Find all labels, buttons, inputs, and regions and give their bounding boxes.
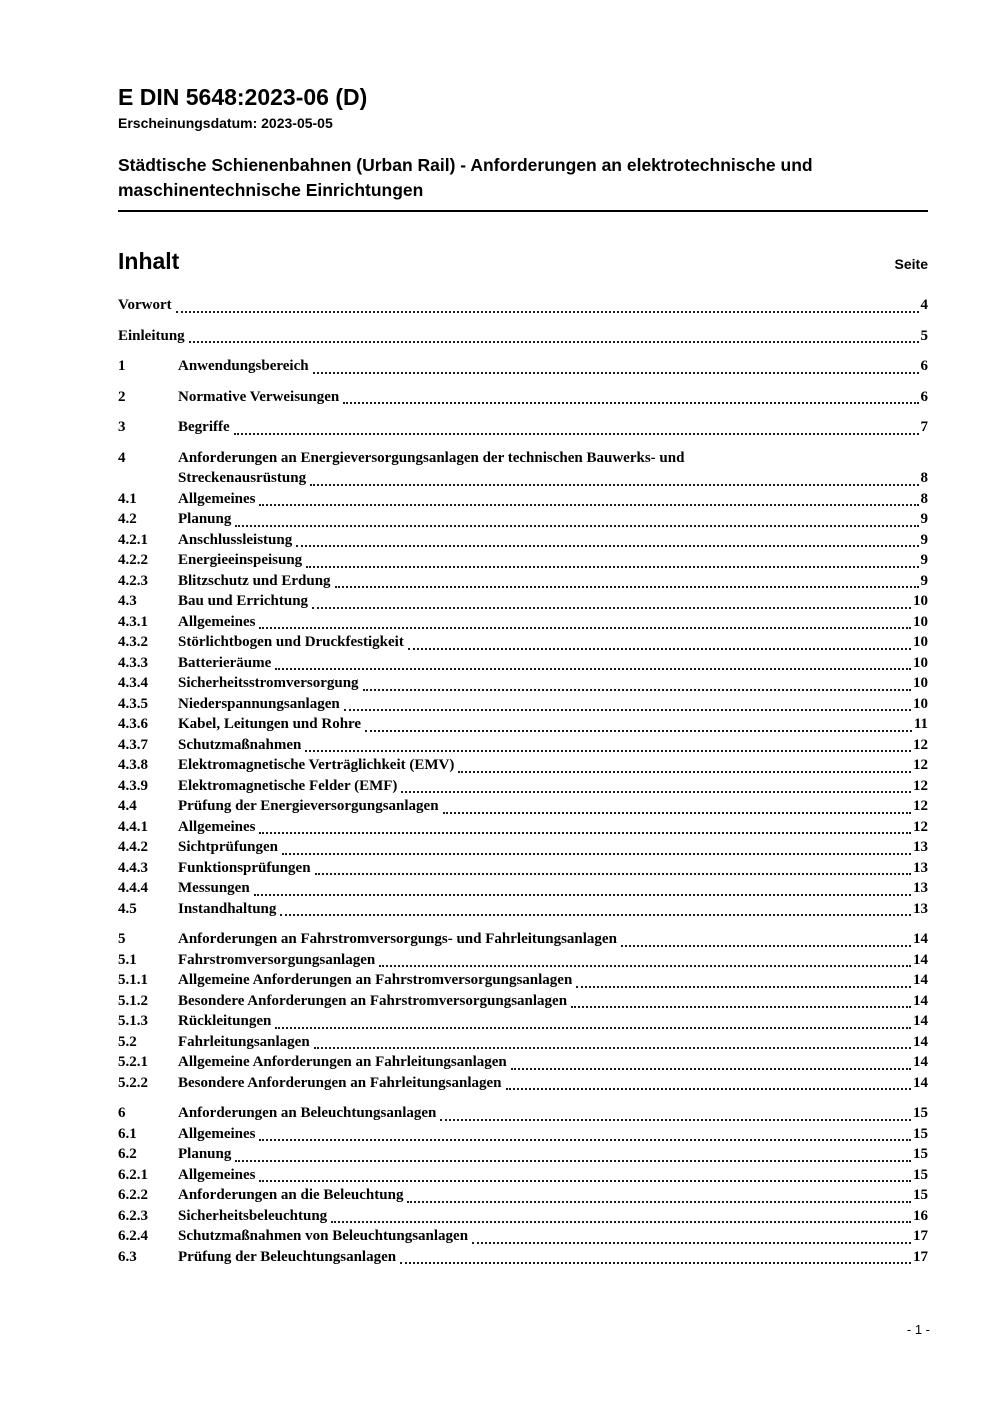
toc-entry-number: 4.3.4 [118, 675, 148, 691]
toc-entry [118, 1247, 928, 1268]
toc-entry [118, 755, 928, 776]
toc-dot-leader [344, 694, 911, 712]
toc-entry-title: Anforderungen an Beleuchtungsanlagen [178, 1105, 437, 1121]
toc-entry-page: 6 [920, 358, 928, 374]
toc-entry-title: Planung [178, 511, 232, 527]
toc-entry-page: 14 [913, 1033, 928, 1050]
toc-entry-page: 15 [913, 1125, 928, 1142]
toc-entry-page: 15 [913, 1105, 928, 1121]
toc-entry-page: 8 [920, 470, 928, 486]
toc-entry-title: Energieeinspeisung [178, 552, 303, 568]
toc-entry-title: Sicherheitsbeleuchtung [178, 1207, 328, 1224]
toc-page-column-label: Seite [894, 256, 928, 272]
toc-entry-title: Instandhaltung [178, 900, 277, 917]
toc-entry [118, 858, 928, 879]
toc-entry-number: 3 [118, 419, 126, 435]
toc-entry-number: 4.4.4 [118, 880, 148, 896]
toc-entry-number: 5.1.1 [118, 972, 148, 988]
toc-entry-page: 14 [913, 1054, 928, 1070]
toc-entry-title: Funktionsprüfungen [178, 859, 311, 876]
toc-entry-title: Fahrleitungsanlagen [178, 1033, 310, 1050]
toc-entry-number: 4.3.6 [118, 716, 148, 732]
toc-entry-title: Bau und Errichtung [178, 593, 309, 609]
toc-entry-page: 13 [913, 900, 928, 917]
toc-entry [118, 817, 928, 838]
toc-entry [118, 1206, 928, 1227]
toc-entry-number: 5 [118, 931, 126, 947]
toc-entry [118, 1165, 928, 1186]
toc-entry-page: 10 [913, 675, 928, 691]
toc-entry-title: Messungen [178, 880, 250, 896]
toc-entry-number: 4.4.3 [118, 859, 148, 876]
toc-entry [118, 673, 928, 694]
toc-entry-number: 6.2.4 [118, 1228, 148, 1244]
toc-entry-title: Streckenausrüstung [178, 470, 307, 486]
toc-entry-title: Störlichtbogen und Druckfestigkeit [178, 634, 404, 650]
toc-entry [118, 735, 928, 756]
toc-entry-page: 9 [920, 531, 928, 548]
page-content [118, 0, 928, 1267]
toc-entry-title: Rückleitungen [178, 1013, 272, 1029]
toc-entry-page: 12 [913, 757, 928, 773]
toc-entry-page: 14 [913, 951, 928, 968]
toc-entry [118, 571, 928, 592]
toc-entry-page: 4 [920, 297, 928, 313]
toc-entry [118, 970, 928, 991]
toc-entry-page: 12 [913, 818, 928, 835]
toc-entry-number: 5.2.2 [118, 1074, 148, 1091]
toc-entry-page: 12 [913, 777, 928, 794]
toc-entry-page: 13 [913, 859, 928, 876]
toc-dot-leader [315, 858, 911, 876]
toc-entry-page: 14 [913, 972, 928, 988]
toc-dot-leader [343, 387, 918, 405]
toc-entry [118, 1103, 928, 1124]
toc-entry-page: 15 [913, 1166, 928, 1183]
toc-entry-page: 12 [913, 736, 928, 753]
toc-entry [118, 694, 928, 715]
toc-dot-leader [335, 571, 919, 589]
toc-entry [118, 326, 928, 347]
toc-entry-title: Prüfung der Energieversorgungsanlagen [178, 798, 439, 814]
toc-entry [118, 612, 928, 633]
toc-dot-leader [280, 899, 911, 917]
toc-entry [118, 1185, 928, 1206]
toc-dot-leader [363, 673, 911, 691]
toc-dot-leader [365, 714, 912, 732]
toc-entry-number: 4.3.5 [118, 695, 148, 712]
toc-entry-number: 4.4.2 [118, 839, 148, 855]
toc-entry-number: 5.1 [118, 951, 137, 968]
toc-entry-title: Normative Verweisungen [178, 388, 340, 405]
toc-entry-number: 5.1.3 [118, 1013, 148, 1029]
toc-entry-page: 12 [913, 798, 928, 814]
toc-dot-leader [234, 417, 919, 435]
toc-dot-leader [282, 837, 911, 855]
toc-dot-leader [621, 929, 911, 947]
toc-dot-leader [407, 1185, 911, 1203]
toc-entry [118, 1032, 928, 1053]
toc-entry [118, 489, 928, 510]
toc-entry [118, 1052, 928, 1073]
toc-entry-page: 5 [920, 327, 928, 344]
toc-entry-title: Einleitung [118, 327, 185, 344]
toc-entry-title: Schutzmaßnahmen von Beleuchtungsanlagen [178, 1228, 469, 1244]
toc-entry-page: 11 [913, 716, 928, 732]
toc-entry-number: 4.3.7 [118, 736, 148, 753]
toc-dot-leader [511, 1052, 911, 1070]
toc-entry-number: 4.1 [118, 490, 137, 507]
toc-entry-number: 6.2 [118, 1146, 137, 1162]
toc-entry-number: 6 [118, 1105, 126, 1121]
toc-entry [118, 714, 928, 735]
document-number: E DIN 5648:2023-06 (D) [118, 84, 368, 110]
toc-entry-title: Allgemeine Anforderungen an Fahrleitungsanlagen [178, 1054, 507, 1070]
toc-dot-leader [235, 1144, 911, 1162]
toc-entry-page: 13 [913, 880, 928, 896]
toc-entry [118, 878, 928, 899]
toc-entry-page: 16 [913, 1207, 928, 1224]
toc-entry [118, 550, 928, 571]
toc-dot-leader [440, 1103, 911, 1121]
toc-dot-leader [506, 1073, 911, 1091]
toc-dot-leader [310, 468, 918, 486]
toc-dot-leader [176, 295, 919, 313]
toc-header [118, 248, 928, 275]
toc-list [118, 295, 928, 1267]
toc-entry-title: Anforderungen an die Beleuchtung [178, 1187, 404, 1203]
toc-entry-title: Begriffe [178, 419, 230, 435]
toc-dot-leader [275, 1011, 911, 1029]
toc-entry-title: Allgemeines [178, 1125, 256, 1142]
toc-entry-page: 14 [913, 1074, 928, 1091]
toc-dot-leader [259, 1165, 911, 1183]
toc-entry-page: 15 [913, 1187, 928, 1203]
toc-entry-number: 6.2.2 [118, 1187, 148, 1203]
toc-entry [118, 950, 928, 971]
toc-entry-title: Sichtprüfungen [178, 839, 279, 855]
toc-entry-title: Vorwort [118, 297, 172, 313]
toc-entry-title: Batterieräume [178, 654, 272, 671]
toc-entry-title: Kabel, Leitungen und Rohre [178, 716, 362, 732]
toc-entry-title: Anforderungen an Energieversorgungsanlagen der technischen Bauwerks- und [178, 449, 685, 466]
toc-entry-page: 10 [913, 654, 928, 671]
toc-entry-title: Anwendungsbereich [178, 358, 309, 374]
toc-entry-page: 14 [913, 931, 928, 947]
toc-entry [118, 899, 928, 920]
toc-dot-leader [313, 356, 919, 374]
toc-dot-leader [576, 970, 911, 988]
toc-dot-leader [400, 1247, 911, 1265]
toc-entry-number: 4.3 [118, 593, 137, 609]
toc-entry-page: 9 [920, 572, 928, 589]
document-title: Städtische Schienenbahnen (Urban Rail) - Anforderungen an elektrotechnische und maschinentechnische Einrichtungen [118, 153, 928, 212]
toc-entry-title: Sicherheitsstromversorgung [178, 675, 359, 691]
toc-entry-title: Allgemeines [178, 613, 256, 630]
toc-entry-number: 6.1 [118, 1125, 137, 1142]
toc-entry [118, 1124, 928, 1145]
toc-dot-leader [306, 550, 918, 568]
toc-entry-title: Blitzschutz und Erdung [178, 572, 331, 589]
toc-entry [118, 417, 928, 438]
toc-entry-page: 7 [920, 419, 928, 435]
toc-dot-leader [254, 878, 911, 896]
toc-entry [118, 591, 928, 612]
toc-entry-title: Besondere Anforderungen an Fahrstromversorgungsanlagen [178, 992, 568, 1009]
toc-entry-continuation [118, 468, 928, 489]
toc-entry [118, 387, 928, 408]
toc-entry [118, 509, 928, 530]
toc-entry-page: 14 [913, 992, 928, 1009]
toc-entry-number: 4 [118, 449, 126, 466]
toc-dot-leader [401, 776, 911, 794]
toc-entry [118, 1144, 928, 1165]
toc-dot-leader [189, 326, 919, 344]
toc-dot-leader [571, 991, 911, 1009]
toc-entry-page: 15 [913, 1146, 928, 1162]
toc-entry-page: 10 [913, 593, 928, 609]
toc-entry-number: 4.2 [118, 511, 137, 527]
toc-entry-title: Fahrstromversorgungsanlagen [178, 951, 376, 968]
toc-entry [118, 1011, 928, 1032]
toc-dot-leader [275, 653, 911, 671]
toc-entry-number: 4.2.3 [118, 572, 148, 589]
toc-dot-leader [458, 755, 911, 773]
toc-entry-number: 4.4.1 [118, 818, 148, 835]
toc-entry [118, 1073, 928, 1094]
toc-entry-number: 2 [118, 388, 126, 405]
toc-entry [118, 1226, 928, 1247]
toc-dot-leader [331, 1206, 911, 1224]
toc-entry-title: Prüfung der Beleuchtungsanlagen [178, 1248, 397, 1265]
toc-entry [118, 448, 928, 469]
toc-entry [118, 796, 928, 817]
toc-entry-number: 4.5 [118, 900, 137, 917]
toc-entry-page: 9 [920, 511, 928, 527]
toc-entry-title: Allgemeines [178, 818, 256, 835]
toc-entry-number: 4.2.2 [118, 552, 148, 568]
toc-entry [118, 776, 928, 797]
release-date: Erscheinungsdatum: 2023-05-05 [118, 115, 333, 131]
toc-entry-number: 4.3.1 [118, 613, 148, 630]
toc-entry-number: 4.3.8 [118, 757, 148, 773]
toc-entry-title: Anforderungen an Fahrstromversorgungs- und Fahrleitungsanlagen [178, 931, 617, 947]
toc-entry-number: 6.3 [118, 1248, 137, 1265]
toc-entry-page: 10 [913, 613, 928, 630]
toc-entry-number: 6.2.1 [118, 1166, 148, 1183]
toc-entry-number: 4.2.1 [118, 531, 148, 548]
toc-dot-leader [408, 632, 911, 650]
toc-entry [118, 295, 928, 316]
toc-dot-leader [305, 735, 911, 753]
toc-dot-leader [259, 1124, 911, 1142]
toc-entry-number: 4.3.9 [118, 777, 148, 794]
toc-dot-leader [259, 489, 918, 507]
toc-entry-number: 1 [118, 358, 126, 374]
toc-dot-leader [314, 1032, 911, 1050]
toc-entry-page: 10 [913, 695, 928, 712]
toc-entry-title: Niederspannungsanlagen [178, 695, 340, 712]
toc-dot-leader [259, 612, 911, 630]
toc-entry [118, 356, 928, 377]
toc-entry-page: 8 [920, 490, 928, 507]
toc-entry [118, 991, 928, 1012]
toc-entry-title: Allgemeines [178, 1166, 256, 1183]
toc-dot-leader [379, 950, 911, 968]
toc-entry-title: Elektromagnetische Felder (EMF) [178, 777, 398, 794]
toc-entry-number: 6.2.3 [118, 1207, 148, 1224]
toc-dot-leader [472, 1226, 911, 1244]
toc-entry-number: 5.2.1 [118, 1054, 148, 1070]
toc-dot-leader [296, 530, 918, 548]
toc-entry-title: Elektromagnetische Verträglichkeit (EMV) [178, 757, 455, 773]
toc-entry [118, 837, 928, 858]
toc-entry-number: 5.1.2 [118, 992, 148, 1009]
toc-entry [118, 929, 928, 950]
toc-entry-number: 5.2 [118, 1033, 137, 1050]
toc-dot-leader [259, 817, 911, 835]
toc-entry-number: 4.3.3 [118, 654, 148, 671]
toc-entry-title: Anschlussleistung [178, 531, 293, 548]
toc-entry [118, 530, 928, 551]
toc-dot-leader [235, 509, 918, 527]
toc-entry-page: 9 [920, 552, 928, 568]
toc-dot-leader [443, 796, 911, 814]
toc-entry-title: Schutzmaßnahmen [178, 736, 302, 753]
toc-entry [118, 632, 928, 653]
toc-entry-number: 4.3.2 [118, 634, 148, 650]
toc-entry-page: 13 [913, 839, 928, 855]
toc-entry-title: Planung [178, 1146, 232, 1162]
toc-heading: Inhalt [118, 248, 180, 274]
toc-entry [118, 653, 928, 674]
toc-dot-leader [312, 591, 911, 609]
toc-entry-title: Allgemeine Anforderungen an Fahrstromversorgungsanlagen [178, 972, 573, 988]
toc-entry-title: Besondere Anforderungen an Fahrleitungsanlagen [178, 1074, 502, 1091]
toc-entry-page: 17 [913, 1228, 928, 1244]
page-footer-number: - 1 - [906, 1322, 930, 1337]
toc-entry-page: 14 [913, 1013, 928, 1029]
toc-entry-title: Allgemeines [178, 490, 256, 507]
toc-entry-page: 6 [920, 388, 928, 405]
toc-entry-page: 10 [913, 634, 928, 650]
toc-entry-page: 17 [913, 1248, 928, 1265]
toc-entry-number: 4.4 [118, 798, 137, 814]
